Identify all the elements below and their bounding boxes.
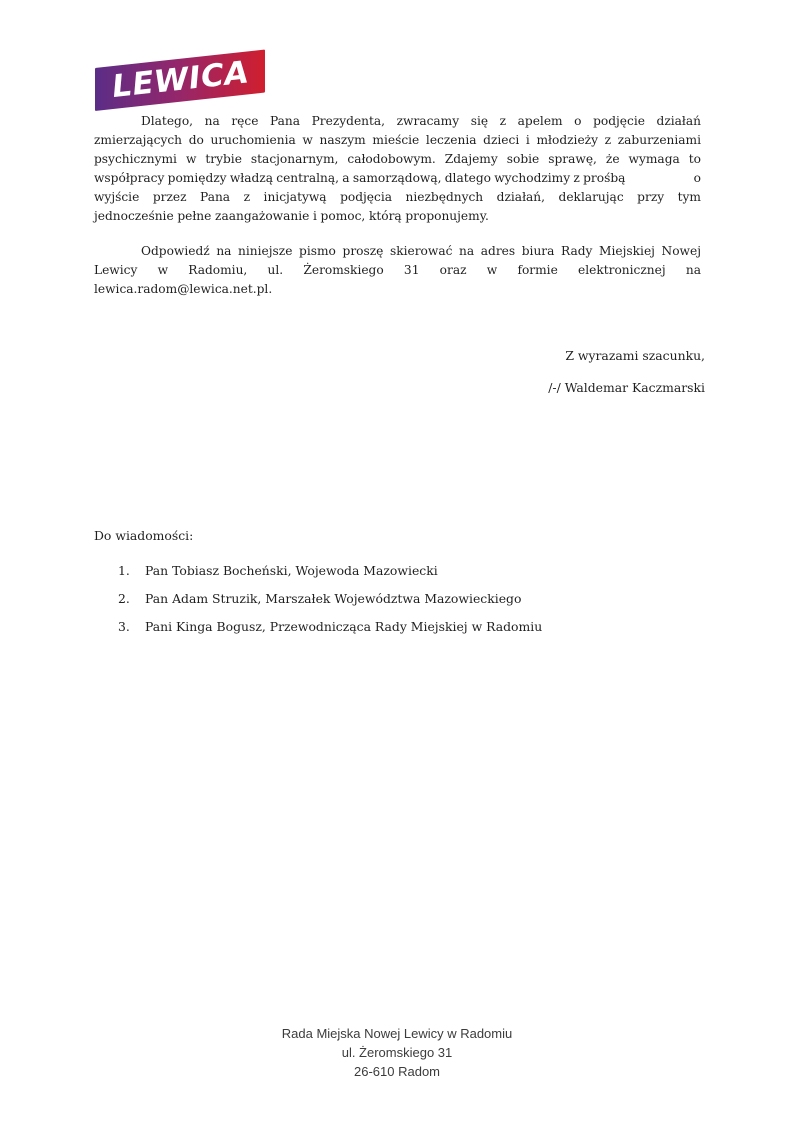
signature-name: /-/ Waldemar Kaczmarski [548, 380, 705, 395]
cc-list-item [118, 561, 542, 580]
cc-list [118, 561, 542, 645]
footer-line-city: 26-610 Radom [354, 1064, 440, 1079]
lewica-logo [95, 50, 265, 111]
paragraph-1 [94, 112, 701, 226]
paragraph-2 [94, 242, 701, 299]
paragraph-1-line-2: zmierzających do uruchomienia w naszym mieście leczenia dzieci i młodzieży z zaburzeniami [94, 133, 701, 147]
cc-item-text: Pani Kinga Bogusz, Przewodnicząca Rady Miejskiej w Radomiu [145, 619, 543, 634]
paragraph-1-line-3: psychicznymi w trybie stacjonarnym, całodobowym. Zdajemy sobie sprawę, że wymaga to [94, 152, 701, 166]
paragraph-2-line-1: Odpowiedź na niniejsze pismo proszę skierować na adres biura Rady Miejskiej Nowej [141, 244, 701, 258]
lewica-logo-text: LEWICA [110, 54, 250, 106]
cc-heading: Do wiadomości: [94, 528, 194, 543]
cc-item-number: 1. [118, 563, 130, 578]
cc-item-text: Pan Adam Struzik, Marszałek Województwa Mazowieckiego [145, 591, 522, 606]
paragraph-2-line-2: Lewicy w Radomiu, ul. Żeromskiego 31 oraz w formie elektronicznej na [94, 263, 701, 277]
footer-line-street: ul. Żeromskiego 31 [341, 1045, 453, 1060]
footer-address [0, 1024, 794, 1081]
paragraph-1-line-4-main: współpracy pomiędzy władzą centralną, a samorządową, dlatego wychodzimy z prośbą [94, 171, 626, 185]
signature-block [94, 346, 705, 397]
paragraph-1-line-4-tail: o [693, 171, 701, 185]
letter-body [94, 112, 701, 299]
email-address: lewica.radom@lewica.net.pl. [94, 282, 273, 296]
cc-item-text: Pan Tobiasz Bocheński, Wojewoda Mazowiecki [145, 563, 438, 578]
closing-salutation: Z wyrazami szacunku, [565, 348, 705, 363]
cc-item-number: 2. [118, 591, 130, 606]
paragraph-1-line-6: jednocześnie pełne zaangażowanie i pomoc, którą proponujemy. [94, 209, 489, 223]
cc-item-number: 3. [118, 619, 130, 634]
paragraph-1-line-4 [94, 169, 701, 188]
paragraph-1-line-1: Dlatego, na ręce Pana Prezydenta, zwracamy się z apelem o podjęcie działań [141, 114, 701, 128]
cc-list-item [118, 617, 542, 636]
paragraph-1-line-5: wyjście przez Pana z inicjatywą podjęcia niezbędnych działań, deklarując przy tym [94, 190, 701, 204]
cc-list-item [118, 589, 542, 608]
footer-line-organization: Rada Miejska Nowej Lewicy w Radomiu [281, 1026, 513, 1041]
